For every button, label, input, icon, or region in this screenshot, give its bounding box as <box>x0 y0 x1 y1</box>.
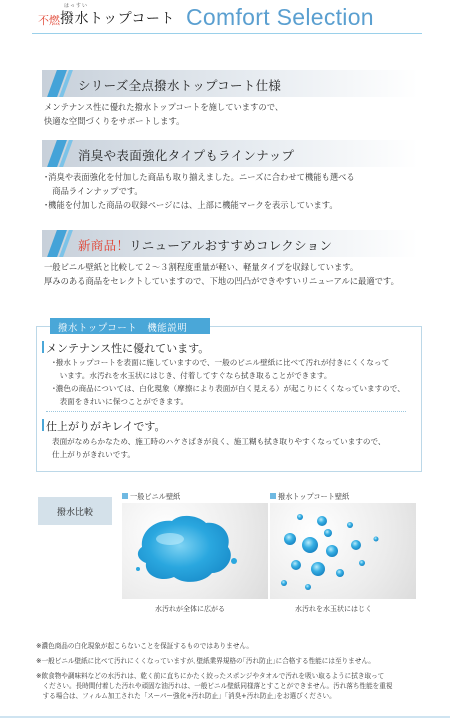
text-line: 一般ビニル壁紙と比較して２～３割程度重量が軽い、軽量タイプを収録しています。 <box>44 262 359 272</box>
section-heading: シリーズ全点撥水トップコート仕様 <box>78 78 282 93</box>
vinyl-wallpaper-photo <box>122 503 268 599</box>
text-line: ･濃色の商品については、白化現象（摩擦により表面が白く見える）が起こりにくくなっていますので、 <box>52 384 405 393</box>
text-line: 商品ラインナップです。 <box>44 186 143 196</box>
bottom-divider <box>0 716 450 718</box>
page-header <box>0 0 450 36</box>
text-line: 表面がなめらかなため、施工時のハケさばきが良く、施工糊も拭き取りやすくなっていますので、 <box>52 437 386 446</box>
footnote: する場合は、フィルム加工された「スーパー強化+汚れ防止」｢消臭+汚れ防止｣をお選びください。 <box>36 692 336 700</box>
footnote: ※飲食物や調味料などの水汚れは、乾く前に直ちにかたく絞ったスポンジやタオルで汚れを吸い取るように拭き取って <box>36 672 385 680</box>
text-line: 仕上がりがきれいです。 <box>52 450 135 459</box>
text-line: メンテナンス性に優れた撥水トップコートを施していますので、 <box>44 102 284 112</box>
section-banner-series <box>42 70 418 97</box>
point-title: 仕上がりがキレイです。 <box>46 420 166 433</box>
product-name-ruby: はっすい <box>64 3 89 9</box>
text-line: 快適な空間づくりをサポートします。 <box>44 116 185 126</box>
new-product-tag: 新商品！ <box>78 238 130 253</box>
section-text <box>44 260 399 288</box>
function-box-tab: 撥水トップコート 機能説明 <box>50 318 210 334</box>
water-spread-icon <box>122 503 268 599</box>
water-beads-icon <box>270 503 416 599</box>
text-line: います。水汚れを水玉状にはじき、付着してすぐなら拭き取ることができます。 <box>52 371 332 380</box>
footnote: ください。長時間付着した汚れや頑固な油汚れは、一般ビニル壁紙同様落とすことができません。汚れ落ち性能を重視 <box>36 682 393 690</box>
text-line: 表面をきれいに保つことができます。 <box>52 397 189 406</box>
text-line: ･機能を付加した商品の収録ページには、上部に機能マークを表示しています。 <box>44 200 338 210</box>
text-line: 厚みのある商品をセレクトしていますので、下地の凹凸ができやすいリニューアルに最適です。 <box>44 276 399 286</box>
comparison-label: 撥水比較 <box>38 497 112 525</box>
point-text <box>52 356 405 408</box>
section-heading: 消臭や表面強化タイプもラインナップ <box>78 148 295 163</box>
comparison-right-title <box>270 492 349 502</box>
text-line: ･消臭や表面強化を付加した商品も取り揃えました。ニーズに合わせて機能も選べる <box>44 172 355 182</box>
point-text <box>52 435 386 461</box>
point-title: メンテナンス性に優れています。 <box>46 342 210 355</box>
comparison-right-caption: 水汚れを水玉状にはじく <box>295 605 372 613</box>
square-icon <box>122 493 128 499</box>
section-banner-new <box>42 230 418 257</box>
footnote: ※濃色商品の白化現象が起こらないことを保証するものではありません。 <box>36 642 253 650</box>
nonflammable-mark: 不燃 <box>38 14 60 27</box>
header-divider <box>32 33 422 34</box>
footnote: ※一般ビニル壁紙に比べて汚れにくくなっていますが､壁紙業界規格の｢汚れ防止｣に合格する性能には至りません。 <box>36 657 375 665</box>
topcoat-wallpaper-photo <box>270 503 416 599</box>
square-icon <box>270 493 276 499</box>
comparison-left-title <box>122 492 180 502</box>
comparison-left-title-text: 一般ビニル壁紙 <box>130 492 181 501</box>
section-heading-text: リニューアルおすすめコレクション <box>129 238 333 253</box>
box-divider <box>46 411 406 412</box>
product-name: 撥水トップコート <box>60 11 175 27</box>
comparison-right-title-text: 撥水トップコート壁紙 <box>278 492 350 501</box>
text-line: ･撥水トップコートを表面に施していますので、一般のビニル壁紙に比べて汚れが付きにくくなって <box>52 358 390 367</box>
comparison-left-caption: 水汚れが全体に広がる <box>155 605 225 613</box>
section-text <box>44 170 355 212</box>
section-text <box>44 100 283 128</box>
section-heading <box>78 236 332 254</box>
page-title: Comfort Selection <box>186 4 374 30</box>
section-banner-lineup <box>42 140 418 167</box>
